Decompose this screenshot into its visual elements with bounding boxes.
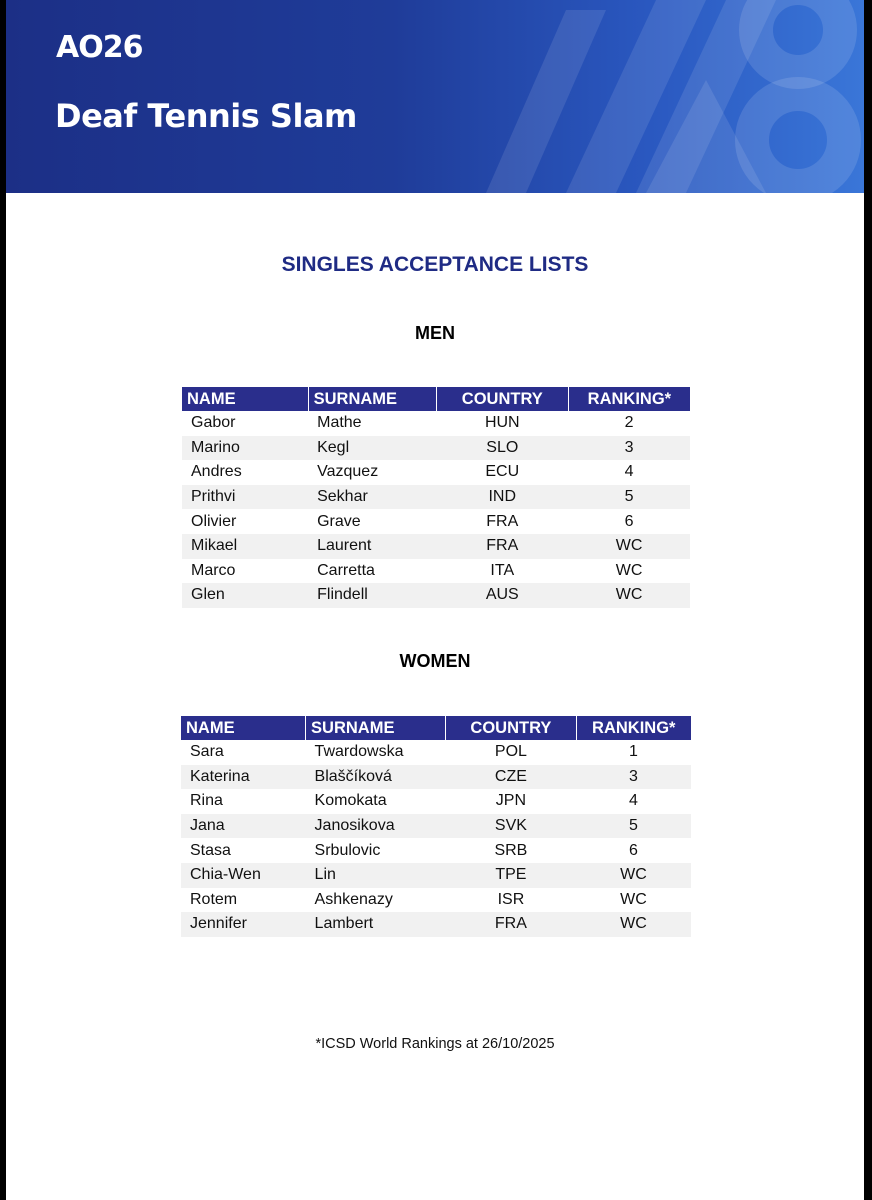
cell-surname: Ashkenazy [306,888,446,913]
table-row [182,509,690,534]
cell-surname: Srbulovic [306,838,446,863]
cell-country: ISR [446,888,576,913]
cell-ranking: WC [568,534,690,559]
cell-surname: Lin [306,863,446,888]
table-header-row [182,387,690,411]
men-section-title: MEN [415,323,455,343]
table-row [181,888,691,913]
cell-country: SRB [446,838,576,863]
cell-name: Olivier [182,509,308,534]
column-header-ranking: RANKING* [576,716,691,740]
cell-surname: Blaščíková [306,765,446,790]
cell-country: ITA [436,559,568,584]
women-acceptance-table [181,716,691,937]
cell-ranking: 3 [568,436,690,461]
cell-name: Prithvi [182,485,308,510]
cell-ranking: 5 [568,485,690,510]
table-row [181,838,691,863]
cell-ranking: WC [568,583,690,608]
women-section-title: WOMEN [399,651,471,671]
cell-surname: Lambert [306,912,446,937]
table-row [182,460,690,485]
cell-country: SLO [436,436,568,461]
column-header-ranking: RANKING* [568,387,690,411]
cell-ranking: 5 [576,814,691,839]
document-page [6,0,864,1200]
cell-name: Marino [182,436,308,461]
cell-country: FRA [436,534,568,559]
rankings-footnote: *ICSD World Rankings at 26/10/2025 [315,1036,555,1052]
cell-country: JPN [446,789,576,814]
cell-ranking: 6 [576,838,691,863]
cell-country: HUN [436,411,568,436]
cell-ranking: WC [576,912,691,937]
ao26-logo: AO26 [56,30,143,65]
table-row [182,485,690,510]
table-row [182,559,690,584]
table-row [182,436,690,461]
cell-surname: Janosikova [306,814,446,839]
cell-surname: Kegl [308,436,436,461]
table-row [181,863,691,888]
header-banner [6,0,864,193]
cell-ranking: 3 [576,765,691,790]
cell-name: Andres [182,460,308,485]
cell-ranking: 6 [568,509,690,534]
cell-name: Stasa [181,838,306,863]
cell-name: Mikael [182,534,308,559]
cell-name: Katerina [181,765,306,790]
table-row [181,740,691,765]
cell-name: Glen [182,583,308,608]
table-row [181,814,691,839]
cell-country: IND [436,485,568,510]
cell-name: Chia-Wen [181,863,306,888]
cell-country: FRA [436,509,568,534]
cell-country: TPE [446,863,576,888]
table-row [182,411,690,436]
cell-country: SVK [446,814,576,839]
column-header-country: COUNTRY [436,387,568,411]
table-row [181,789,691,814]
cell-name: Jennifer [181,912,306,937]
cell-name: Sara [181,740,306,765]
cell-surname: Twardowska [306,740,446,765]
cell-ranking: 4 [568,460,690,485]
cell-surname: Laurent [308,534,436,559]
cell-surname: Vazquez [308,460,436,485]
cell-ranking: 2 [568,411,690,436]
men-acceptance-table [182,387,690,608]
cell-country: FRA [446,912,576,937]
cell-ranking: 4 [576,789,691,814]
cell-country: CZE [446,765,576,790]
column-header-surname: SURNAME [306,716,446,740]
cell-name: Rotem [181,888,306,913]
table-header-row [181,716,691,740]
cell-surname: Flindell [308,583,436,608]
cell-name: Gabor [182,411,308,436]
column-header-surname: SURNAME [308,387,436,411]
banner-title: Deaf Tennis Slam [55,97,357,135]
men-table-body [182,411,690,608]
cell-surname: Grave [308,509,436,534]
column-header-name: NAME [181,716,306,740]
cell-surname: Sekhar [308,485,436,510]
cell-surname: Komokata [306,789,446,814]
table-row [182,583,690,608]
column-header-name: NAME [182,387,308,411]
cell-country: POL [446,740,576,765]
table-row [182,534,690,559]
cell-ranking: WC [576,863,691,888]
cell-name: Rina [181,789,306,814]
cell-name: Marco [182,559,308,584]
cell-surname: Carretta [308,559,436,584]
table-row [181,912,691,937]
women-table-body [181,740,691,937]
cell-ranking: WC [576,888,691,913]
cell-ranking: 1 [576,740,691,765]
cell-name: Jana [181,814,306,839]
table-row [181,765,691,790]
cell-ranking: WC [568,559,690,584]
cell-country: ECU [436,460,568,485]
page-heading: SINGLES ACCEPTANCE LISTS [281,253,589,276]
column-header-country: COUNTRY [446,716,576,740]
cell-country: AUS [436,583,568,608]
cell-surname: Mathe [308,411,436,436]
